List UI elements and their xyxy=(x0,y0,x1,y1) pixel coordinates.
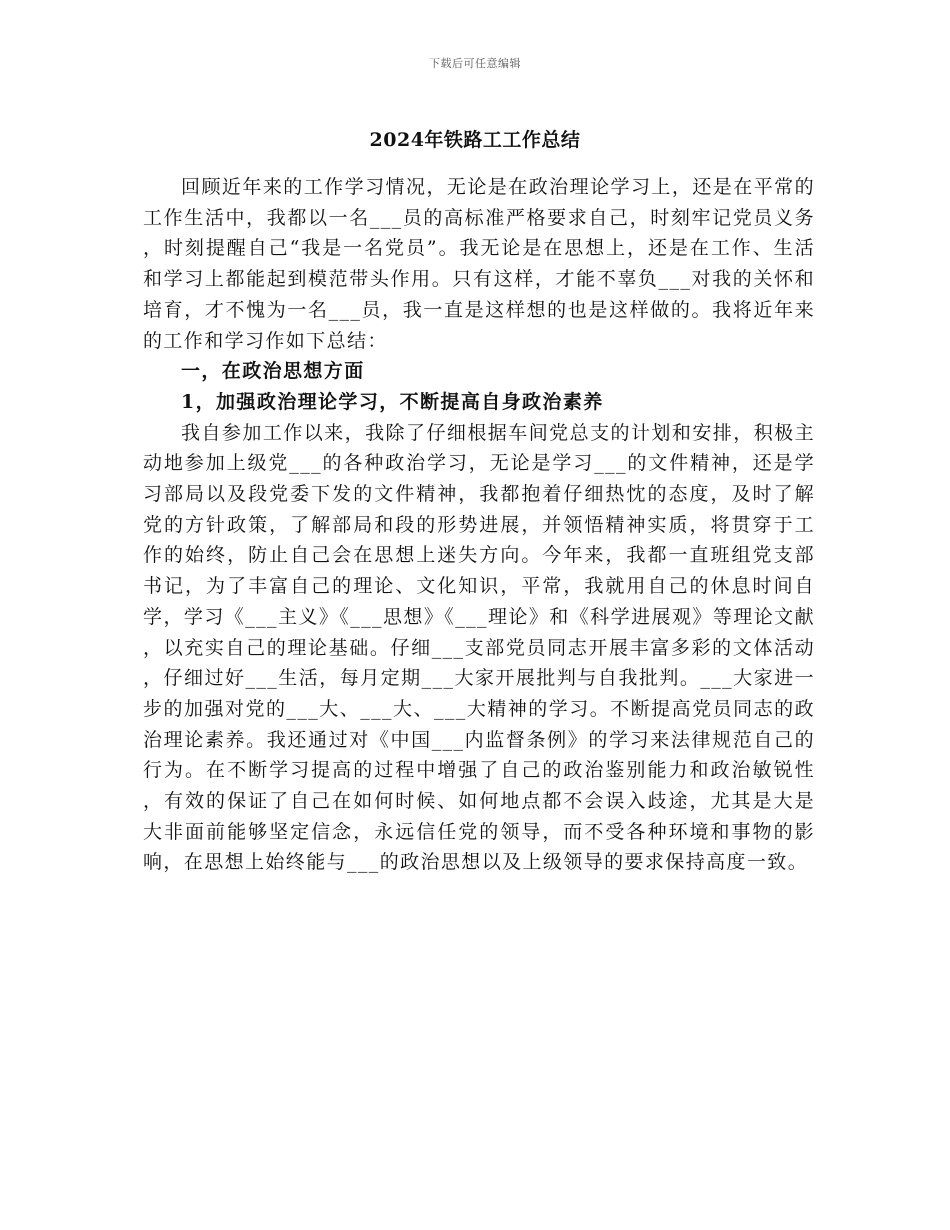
intro-paragraph: 回顾近年来的工作学习情况，无论是在政治理论学习上，还是在平常的工作生活中，我都以一名___员的高标准严格要求自己，时刻牢记党员义务，时刻提醒自己“我是一名党员”。我无论是在思想上，还是在工作、生活和学习上都能起到模范带头作用。只有这样，才能不辜负___对我的关怀和培育，才不愧为一名___员，我一直是这样想的也是这样做的。我将近年来的工作和学习作如下总结： xyxy=(143,176,815,352)
section-heading: 一，在政治思想方面 xyxy=(181,360,365,383)
body-paragraph: 我自参加工作以来，我除了仔细根据车间党总支的计划和安排，积极主动地参加上级党___的各种政治学习，无论是学习___的文件精神，还是学习部局以及段党委下发的文件精神，我都抱着仔细热忱的态度，及时了解党的方针政策，了解部局和段的形势进展，并领悟精神实质，将贯穿于工作的始终，防止自己会在思想上迷失方向。今年来，我都一直班组党支部书记，为了丰富自己的理论、文化知识，平常，我就用自己的休息时间自学，学习《___主义》《___思想》《___理论》和《科学进展观》等理论文献，以充实自己的理论基础。仔细___支部党员同志开展丰富多彩的文体活动，仔细过好___生活，每月定期___大家开展批判与自我批判。___大家进一步的加强对党的___大、___大、___大精神的学习。不断提高党员同志的政治理论素养。我还通过对《中国___内监督条例》的学习来法律规范自己的行为。在不断学习提高的过程中增强了自己的政治鉴别能力和政治敏锐性，有效的保证了自己在如何时候、如何地点都不会误入歧途，尤其是大是大非面前能够坚定信念，永远信任党的领导，而不受各种环境和事物的影响，在思想上始终能与___的政治思想以及上级领导的要求保持高度一致。 xyxy=(143,421,815,874)
header-note: 下载后可任意编辑 xyxy=(429,57,521,70)
document-body xyxy=(143,172,815,878)
subsection-heading: 1，加强政治理论学习，不断提高自身政治素养 xyxy=(181,390,604,413)
document-title: 2024年铁路工工作总结 xyxy=(369,129,581,151)
